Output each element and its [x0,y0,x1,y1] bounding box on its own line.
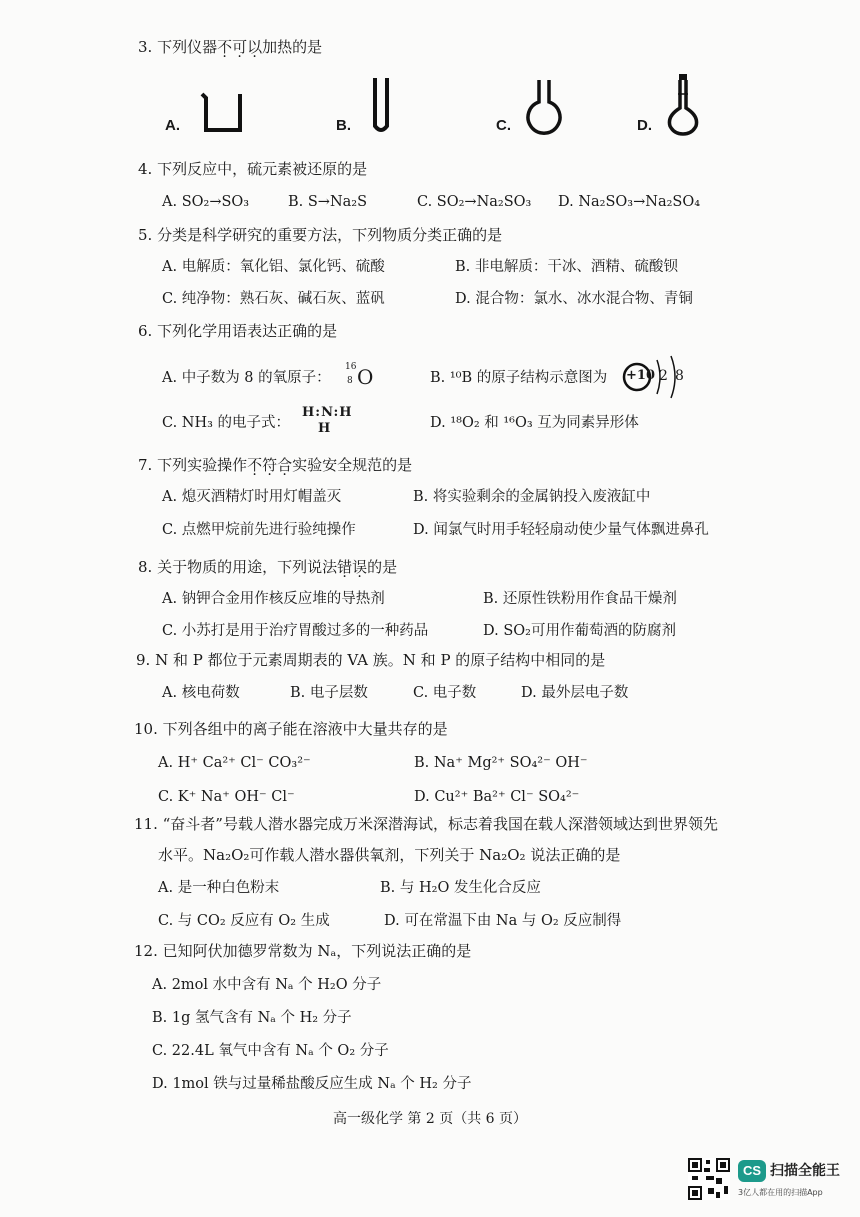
option-6d: D. ¹⁸O₂ 和 ¹⁶O₃ 互为同素异形体 [430,415,639,431]
question-11-stem-line2: 水平。Na₂O₂可作载人潜水器供氧剂，下列关于 Na₂O₂ 说法正确的是 [158,846,621,864]
round-flask-icon [524,78,564,136]
option-7b: B. 将实验剩余的金属钠投入废液缸中 [413,489,651,505]
option-8b: B. 还原性铁粉用作食品干燥剂 [483,591,677,607]
option-11b: B. 与 H₂O 发生化合反应 [380,880,541,896]
option-10c: C. K⁺ Na⁺ OH⁻ Cl⁻ [158,789,295,805]
question-8-stem: 8. 关于物质的用途，下列说法错误的是 [138,558,398,576]
option-8a: A. 钠钾合金用作核反应堆的导热剂 [162,591,385,607]
scanner-subtitle: 3亿人都在用的扫描App [738,1188,823,1197]
oxygen-isotope-notation: 16 8 O [345,362,374,389]
option-3a-label: A. [165,117,180,134]
option-11a: A. 是一种白色粉末 [158,880,280,896]
option-9b: B. 电子层数 [290,685,368,701]
page-footer: 高一级化学 第 2 页（共 6 页） [332,1111,528,1127]
option-4d: D. Na₂SO₃→Na₂SO₄ [558,194,701,210]
question-12-stem: 12. 已知阿伏加德罗常数为 Nₐ，下列说法正确的是 [134,942,472,960]
option-7c: C. 点燃甲烷前先进行验纯操作 [162,522,356,538]
option-9c: C. 电子数 [413,685,477,701]
option-7a: A. 熄灭酒精灯时用灯帽盖灭 [162,489,342,505]
test-tube-icon [370,76,392,136]
option-6a: A. 中子数为 8 的氧原子： [162,370,331,386]
scanner-title: 扫描全能王 [770,1163,840,1179]
atomic-structure-diagram: +10 2 8 [621,354,691,400]
option-9a: A. 核电荷数 [162,685,240,701]
option-10a: A. H⁺ Ca²⁺ Cl⁻ CO₃²⁻ [158,755,311,771]
option-5c: C. 纯净物：熟石灰、碱石灰、蓝矾 [162,291,385,307]
question-7-stem: 7. 下列实验操作不符合实验安全规范的是 [138,456,413,474]
option-5b: B. 非电解质：干冰、酒精、硫酸钡 [455,259,678,275]
option-5d: D. 混合物：氯水、冰水混合物、青铜 [455,291,693,307]
question-5-stem: 5. 分类是科学研究的重要方法，下列物质分类正确的是 [138,226,503,244]
option-7d: D. 闻氯气时用手轻轻扇动使少量气体飘进鼻孔 [413,522,709,538]
question-6-stem: 6. 下列化学用语表达正确的是 [138,322,338,340]
option-8d: D. SO₂可用作葡萄酒的防腐剂 [483,623,676,639]
option-3d-label: D. [637,117,652,134]
option-4b: B. S→Na₂S [288,194,368,210]
qr-code-icon [688,1158,730,1200]
option-10d: D. Cu²⁺ Ba²⁺ Cl⁻ SO₄²⁻ [414,789,580,805]
scanner-logo: CS [738,1160,766,1182]
question-4-stem: 4. 下列反应中，硫元素被还原的是 [138,160,368,178]
option-11c: C. 与 CO₂ 反应有 O₂ 生成 [158,913,330,929]
option-6c: C. NH₃ 的电子式： [162,415,291,431]
option-12a: A. 2mol 水中含有 Nₐ 个 H₂O 分子 [152,977,382,993]
beaker-icon [198,90,244,134]
ammonia-electron-formula: H:N:H H [302,405,353,436]
volumetric-flask-icon [664,72,702,136]
question-11-stem-line1: 11. “奋斗者”号载人潜水器完成万米深潜海试，标志着我国在载人深潜领域达到世界领先 [134,815,718,833]
option-10b: B. Na⁺ Mg²⁺ SO₄²⁻ OH⁻ [414,755,588,771]
option-3b-label: B. [336,117,351,134]
question-10-stem: 10. 下列各组中的离子能在溶液中大量共存的是 [134,720,448,738]
option-4c: C. SO₂→Na₂SO₃ [417,194,532,210]
option-11d: D. 可在常温下由 Na 与 O₂ 反应制得 [384,913,622,929]
option-9d: D. 最外层电子数 [521,685,629,701]
option-12b: B. 1g 氢气含有 Nₐ 个 H₂ 分子 [152,1010,352,1026]
option-6b: B. ¹⁰B 的原子结构示意图为 [430,370,608,386]
option-5a: A. 电解质：氧化铝、氯化钙、硫酸 [162,259,385,275]
option-12c: C. 22.4L 氧气中含有 Nₐ 个 O₂ 分子 [152,1043,389,1059]
option-12d: D. 1mol 铁与过量稀盐酸反应生成 Nₐ 个 H₂ 分子 [152,1076,472,1092]
question-3-stem: 3. 下列仪器不可以加热的是 [138,38,323,56]
option-8c: C. 小苏打是用于治疗胃酸过多的一种药品 [162,623,429,639]
option-4a: A. SO₂→SO₃ [162,194,250,210]
question-9-stem: 9. N 和 P 都位于元素周期表的 VA 族。N 和 P 的原子结构中相同的是 [136,651,606,669]
option-3c-label: C. [496,117,511,134]
